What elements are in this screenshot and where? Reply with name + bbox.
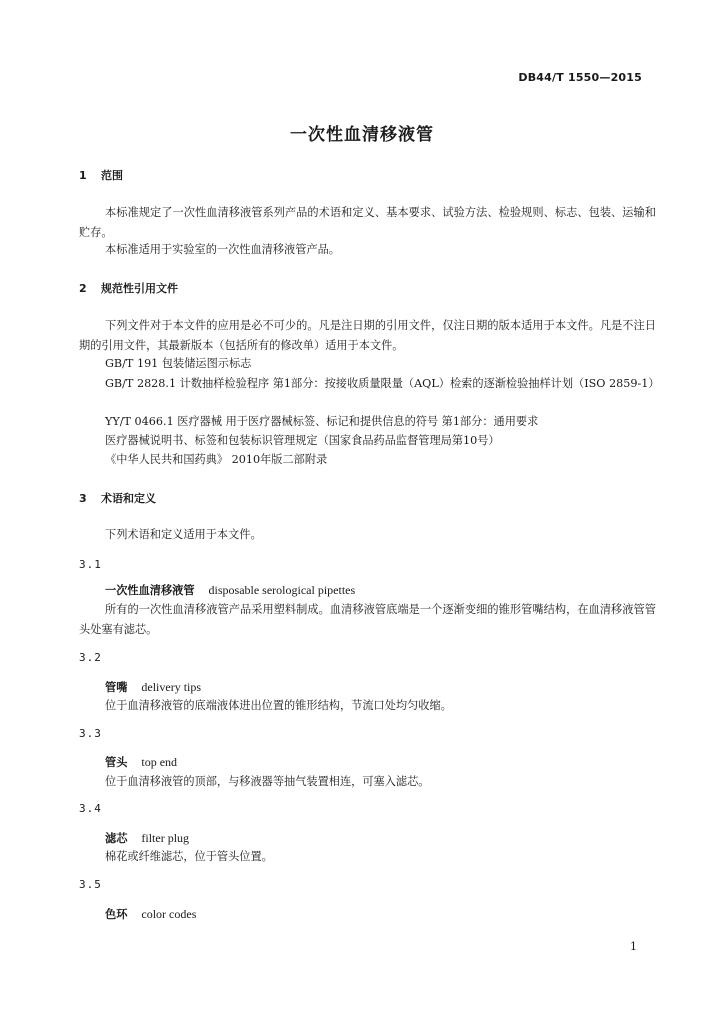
- term-definition: 所有的一次性血清移液管产品采用塑料制成。血清移液管底端是一个逐渐变细的锥形管嘴结构，在血清移液管管头处塞有滤芯。: [79, 603, 656, 636]
- term-chinese: 色环: [105, 908, 128, 921]
- term-entry: [105, 679, 201, 695]
- term-english: delivery tips: [141, 680, 202, 694]
- section-2-heading: [79, 280, 178, 296]
- term-entry: [105, 906, 196, 922]
- section-2-paragraph-1: 下列文件对于本文件的应用是必不可少的。凡是注日期的引用文件，仅注日期的版本适用于本文件。凡是不注日期的引用文件，其最新版本（包括所有的修改单）适用于本文件。: [79, 319, 656, 352]
- subsection-number: 3.3: [79, 727, 102, 740]
- reference-item: YY/T 0466.1 医疗器械 用于医疗器械标签、标记和提供信息的符号 第1部分：通用要求: [105, 415, 539, 428]
- section-title: 规范性引用文件: [101, 282, 178, 295]
- term-chinese: 管嘴: [105, 681, 128, 694]
- standard-number: DB44/T 1550—2015: [518, 71, 642, 84]
- section-3-heading: [79, 490, 156, 506]
- term-english: filter plug: [141, 831, 190, 845]
- section-number: 1: [79, 169, 87, 182]
- page-number: 1: [630, 940, 637, 953]
- term-chinese: 滤芯: [105, 832, 128, 845]
- section-1-paragraph-2: 本标准适用于实验室的一次性血清移液管产品。: [105, 243, 340, 256]
- section-number: 3: [79, 492, 87, 505]
- term-chinese: 一次性血清移液管: [105, 584, 195, 597]
- term-english: disposable serological pipettes: [208, 583, 356, 597]
- term-definition: 位于血清移液管的顶部，与移液器等抽气装置相连，可塞入滤芯。: [105, 775, 430, 788]
- term-entry: [105, 830, 189, 846]
- document-title: 一次性血清移液管: [290, 125, 434, 145]
- term-entry: [105, 582, 355, 598]
- term-english: color codes: [141, 907, 197, 921]
- reference-item: 《中华人民共和国药典》 2010年版二部附录: [105, 453, 328, 466]
- term-chinese: 管头: [105, 756, 128, 769]
- term-definition: 棉花或纤维滤芯，位于管头位置。: [105, 850, 273, 863]
- subsection-number: 3.5: [79, 878, 102, 891]
- subsection-number: 3.4: [79, 802, 102, 815]
- reference-item: GB/T 2828.1 计数抽样检验程序 第1部分：按接收质量限量（AQL）检索的逐渐检验抽样计划（ISO 2859-1）: [105, 377, 660, 390]
- section-3-intro: 下列术语和定义适用于本文件。: [105, 528, 262, 541]
- section-number: 2: [79, 282, 87, 295]
- section-1-heading: [79, 167, 123, 183]
- section-title: 术语和定义: [101, 492, 156, 505]
- term-definition: 位于血清移液管的底端液体进出位置的锥形结构，节流口处均匀收缩。: [105, 699, 452, 712]
- section-1-paragraph-1: 本标准规定了一次性血清移液管系列产品的术语和定义、基本要求、试验方法、检验规则、标志、包装、运输和贮存。: [79, 206, 656, 239]
- subsection-number: 3.1: [79, 558, 102, 571]
- section-title: 范围: [101, 169, 123, 182]
- reference-item: GB/T 191 包装储运图示标志: [105, 357, 252, 370]
- reference-item: 医疗器械说明书、标签和包装标识管理规定（国家食品药品监督管理局第10号）: [105, 434, 500, 447]
- term-english: top end: [141, 755, 178, 769]
- subsection-number: 3.2: [79, 651, 102, 664]
- term-entry: [105, 754, 177, 770]
